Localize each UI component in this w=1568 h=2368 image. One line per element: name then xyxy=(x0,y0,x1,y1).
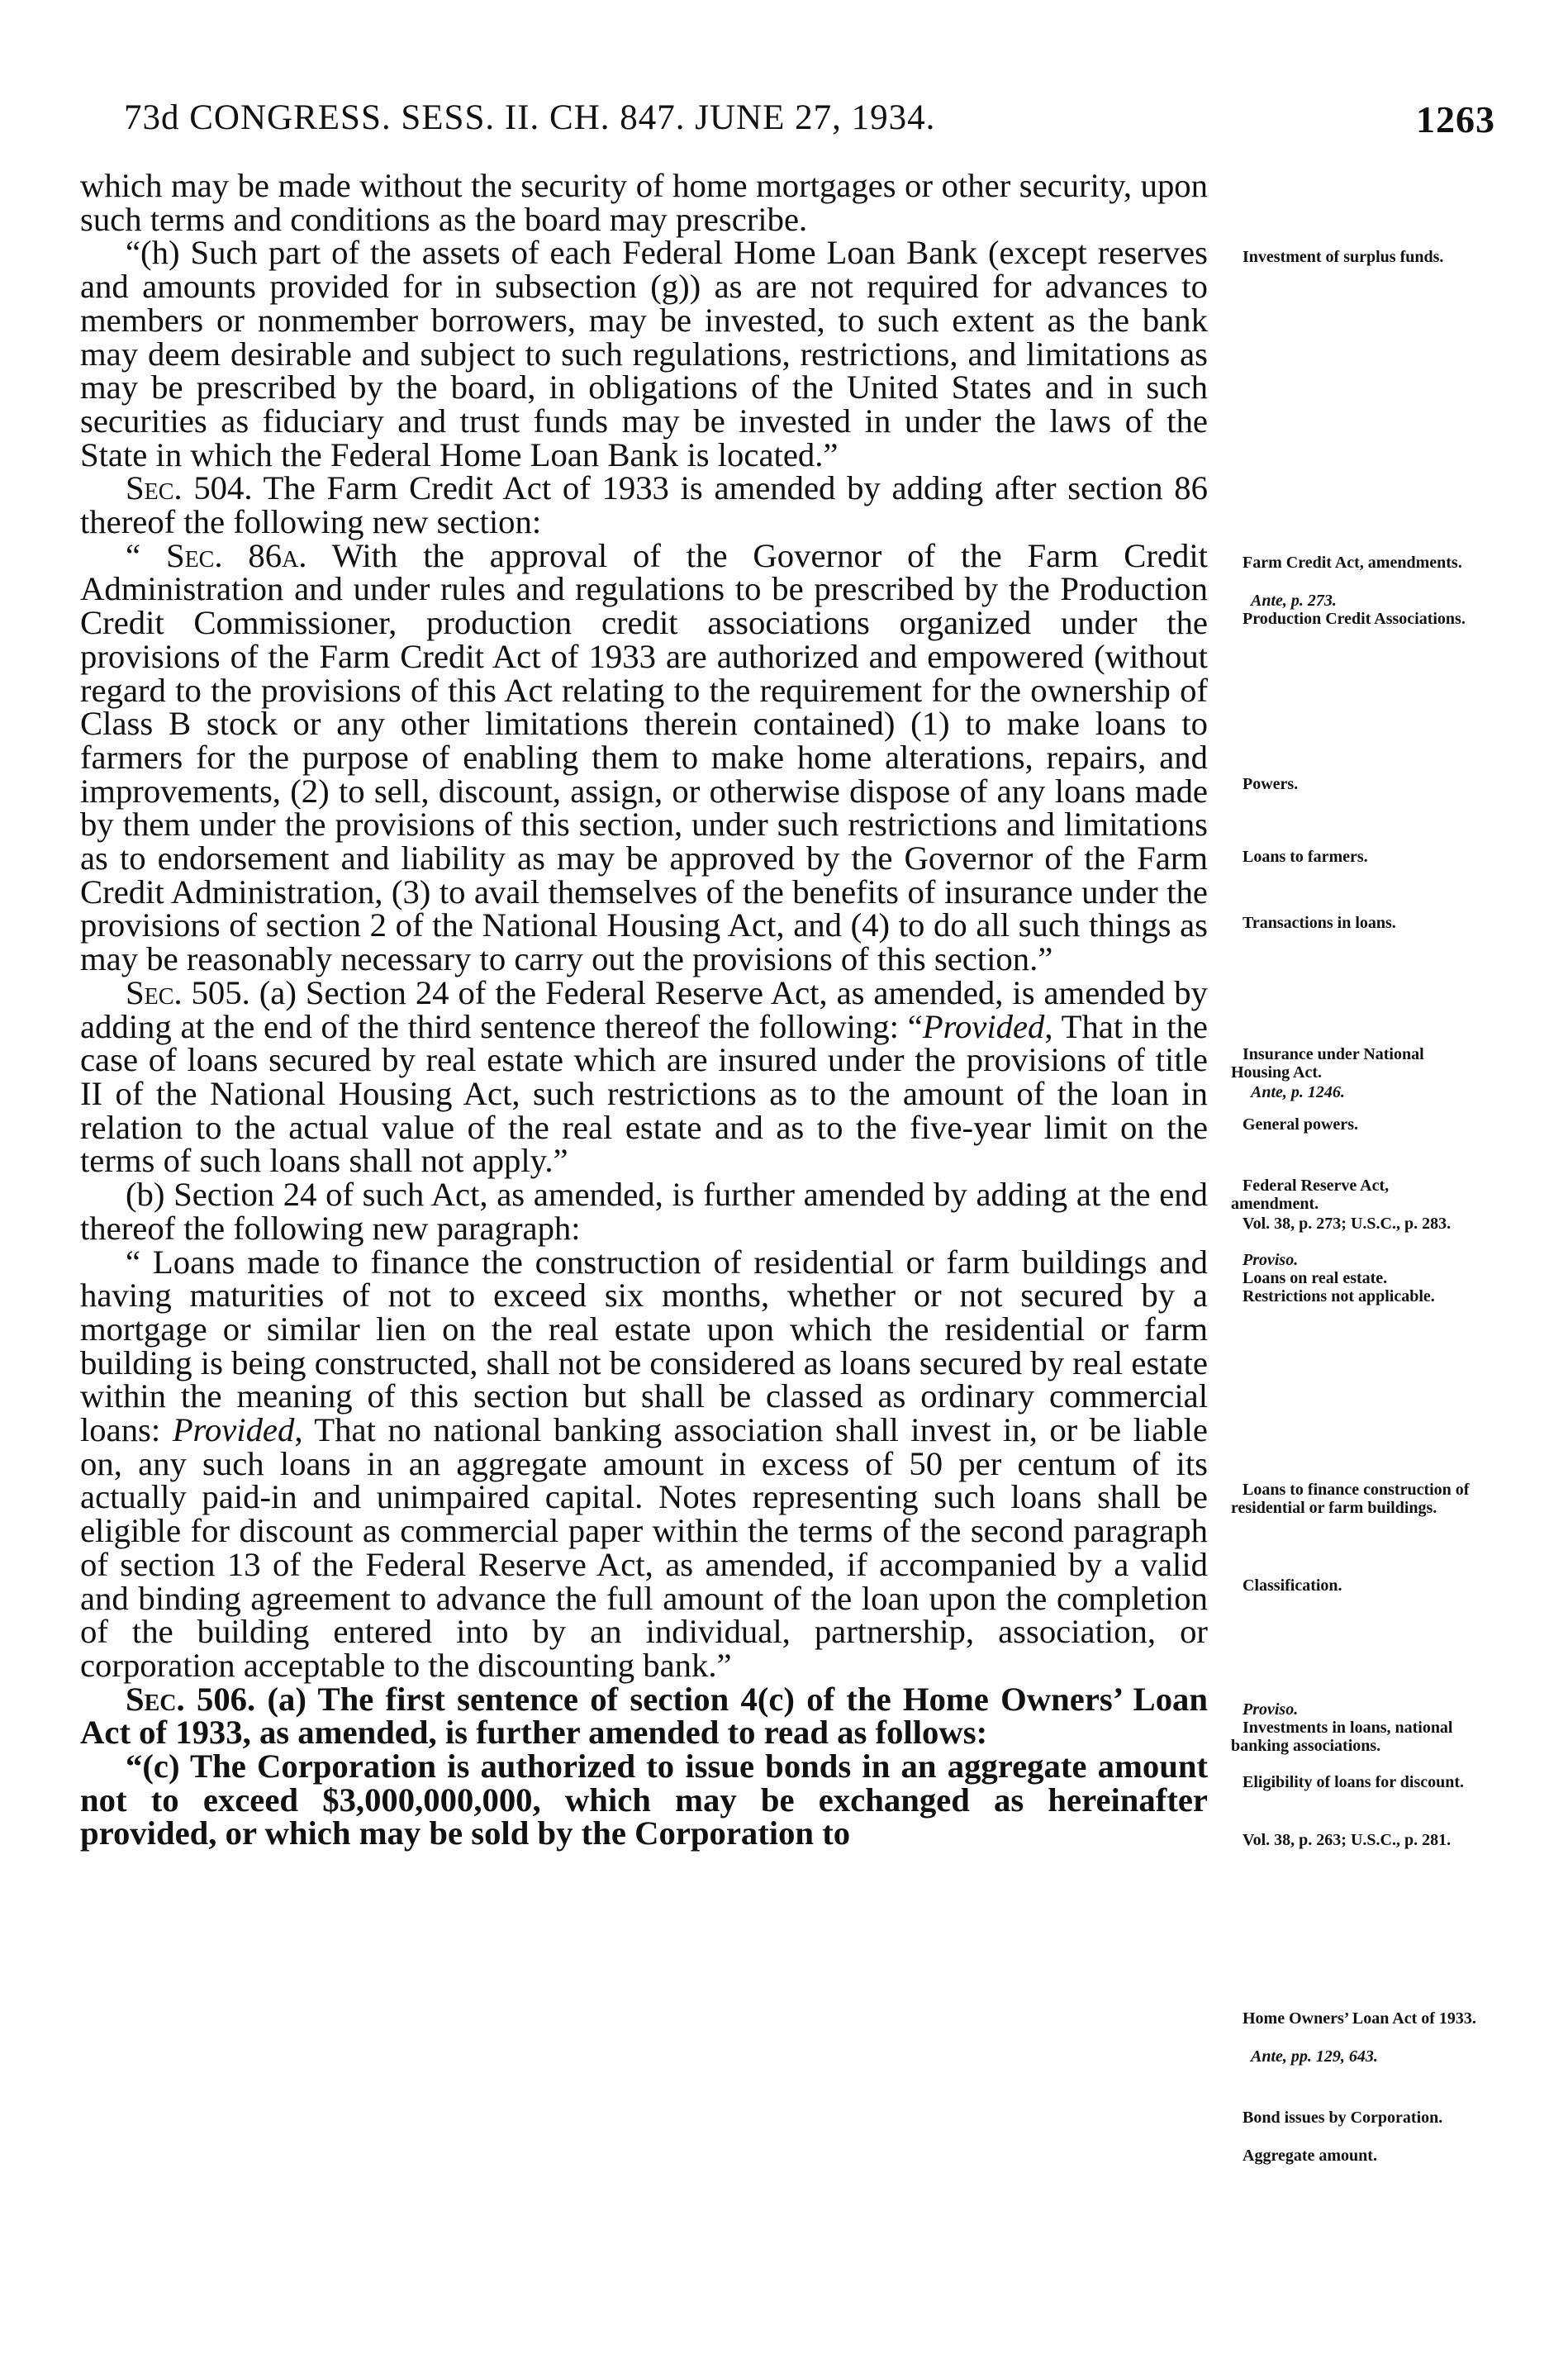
margin-note: Vol. 38, p. 263; U.S.C., p. 281. xyxy=(1243,1831,1452,1849)
section-label: Sec. 86a. xyxy=(165,536,307,574)
page-header xyxy=(124,97,1495,147)
running-head: 73d CONGRESS. SESS. II. CH. 847. JUNE 27, 1934. xyxy=(124,98,936,137)
margin-note: Loans to farmers. xyxy=(1243,848,1368,866)
section-text: “ Loans made to finance the construction of residential or farm buildings and having maturities of not to exceed six months, whether or not secured by a mortgage or similar lien on the real estate upon which the residential or farm building is being constructed, shall not be considered as loans secured by real estate within the meaning of this section but shall be classed as ordinary commercial loans: xyxy=(80,1243,1208,1449)
margin-note-proviso: Proviso. xyxy=(1243,1700,1299,1719)
paragraph-sec-504 xyxy=(80,469,1208,541)
proviso-word: Provided xyxy=(172,1411,295,1449)
margin-note: Classification. xyxy=(1243,1576,1342,1595)
margin-note: Transactions in loans. xyxy=(1243,914,1396,932)
margin-note: Restrictions not applicable. xyxy=(1243,1287,1435,1305)
margin-note: Loans on real estate. xyxy=(1243,1269,1388,1287)
margin-note: Federal Reserve Act, amendment. xyxy=(1231,1177,1390,1213)
margin-note-citation: Ante, p. 273. xyxy=(1251,592,1337,610)
margin-note-proviso: Proviso. xyxy=(1243,1251,1299,1269)
paragraph-subsection-h: “(h) Such part of the assets of each Federal Home Loan Bank (except reserves and amounts provided for in subsection (g)) as are not required for advances to members or nonmember borrowers, may be invested, to such extent as the bank may deem desirable and subject to such regulations, restrictions, and limitations as may be prescribed by the board, in obligations of the United States and in such securities as fiduciary and trust funds may be invested in under the laws of the State in which the Federal Home Loan Bank is located.” xyxy=(80,234,1208,473)
section-text: With the approval of the Governor of the Farm Credit Administration and under rules and regulations to be prescribed by the Production Credit Commissioner, production credit associations organized under the provisions of the Farm Credit Act of 1933 are authorized and empowered (without regard to the provisions of this Act relating to the requirement for the ownership of Class B stock or any other limitations therein contained) (1) to make loans to farmers for the purpose of enabling them to make home alterations, repairs, and improvements, (2) to sell, discount, assign, or otherwise dispose of any loans made by them under the provisions of this section, under such restrictions and limitations as to endorsement and liability as may be approved by the Governor of the Farm Credit Administration, (3) to avail themselves of the benefits of insurance under the provisions of section 2 of the National Housing Act, and (4) to do all such things as may be reasonably necessary to carry out the provisions of this section.” xyxy=(80,536,1208,978)
margin-note: Investment of surplus funds. xyxy=(1243,248,1444,266)
margin-note: Production Credit Associations. xyxy=(1243,610,1466,628)
section-text: (a) The first sentence of section 4(c) of the Home Owners’ Loan Act of 1933, as amended, is further amended to read as follows: xyxy=(80,1680,1209,1752)
section-label: Sec. 505. xyxy=(126,973,250,1011)
margin-note: Bond issues by Corporation. xyxy=(1243,2109,1443,2127)
section-text: (a) Section 24 of the Federal Reserve Act, as amended, is amended by adding at the end of the third sentence thereof the following: “ xyxy=(80,973,1208,1045)
statute-text xyxy=(80,169,1208,1851)
margin-note-citation: Ante, pp. 129, 643. xyxy=(1251,2047,1378,2066)
section-label: Sec. 504. xyxy=(126,469,253,507)
margin-note: Investments in loans, national banking associations. xyxy=(1231,1719,1453,1755)
paragraph-subsection-c: “(c) The Corporation is authorized to issue bonds in an aggregate amount not to exceed $3,000,000,000, which may be exchanged as hereinafter provided, or which may be sold by the Corporation to xyxy=(80,1747,1208,1852)
margin-note: Loans to finance construction of residential or farm buildings. xyxy=(1231,1481,1470,1517)
margin-note: Powers. xyxy=(1243,775,1299,793)
paragraph-sec-86a xyxy=(80,536,1208,978)
paragraph-sec-505b: (b) Section 24 of such Act, as amended, is further amended by adding at the end thereof the following new paragraph: xyxy=(80,1176,1208,1247)
margin-note-citation: Ante, p. 1246. xyxy=(1251,1083,1345,1101)
paragraph-sec-506 xyxy=(80,1680,1209,1752)
paragraph-continuation: which may be made without the security of home mortgages or other security, upon such terms and conditions as the board may prescribe. xyxy=(80,167,1208,238)
margin-note: Aggregate amount. xyxy=(1243,2147,1377,2165)
proviso-word: Provided xyxy=(922,1007,1045,1045)
page-number: 1263 xyxy=(1416,98,1495,140)
margin-note: Farm Credit Act, amendments. xyxy=(1243,554,1462,572)
paragraph-construction-loans xyxy=(80,1243,1208,1684)
section-text: , That in the case of loans secured by real estate which are insured under the provisions of title II of the National Housing Act, such restrictions as to the amount of the loan in relation to the actual value of the real estate and as to the five-year limit on the terms of such loans shall not apply.” xyxy=(80,1007,1208,1180)
margin-note: Home Owners’ Loan Act of 1933. xyxy=(1243,2009,1476,2028)
section-text: The Farm Credit Act of 1933 is amended by adding after section 86 thereof the following new section: xyxy=(80,469,1208,541)
section-text: , That no national banking association shall invest in, or be liable on, any such loans in an aggregate amount in excess of 50 per centum of its actually paid-in and unimpaired capital. Notes representing such loans shall be eligible for discount as commercial paper within the terms of the second paragraph of section 13 of the Federal Reserve Act, as amended, if accompanied by a valid and binding agreement to advance the full amount of the loan upon the completion of the building entered into by an individual, partnership, association, or corporation acceptable to the discounting bank.” xyxy=(80,1411,1208,1684)
margin-note: Vol. 38, p. 273; U.S.C., p. 283. xyxy=(1243,1215,1452,1233)
section-label: Sec. 506. xyxy=(126,1680,256,1718)
margin-note: Insurance under National Housing Act. xyxy=(1231,1045,1424,1082)
margin-note: Eligibility of loans for discount. xyxy=(1243,1773,1465,1791)
margin-note: General powers. xyxy=(1243,1115,1358,1134)
open-quote: “ xyxy=(126,536,166,574)
paragraph-sec-505a xyxy=(80,973,1208,1180)
